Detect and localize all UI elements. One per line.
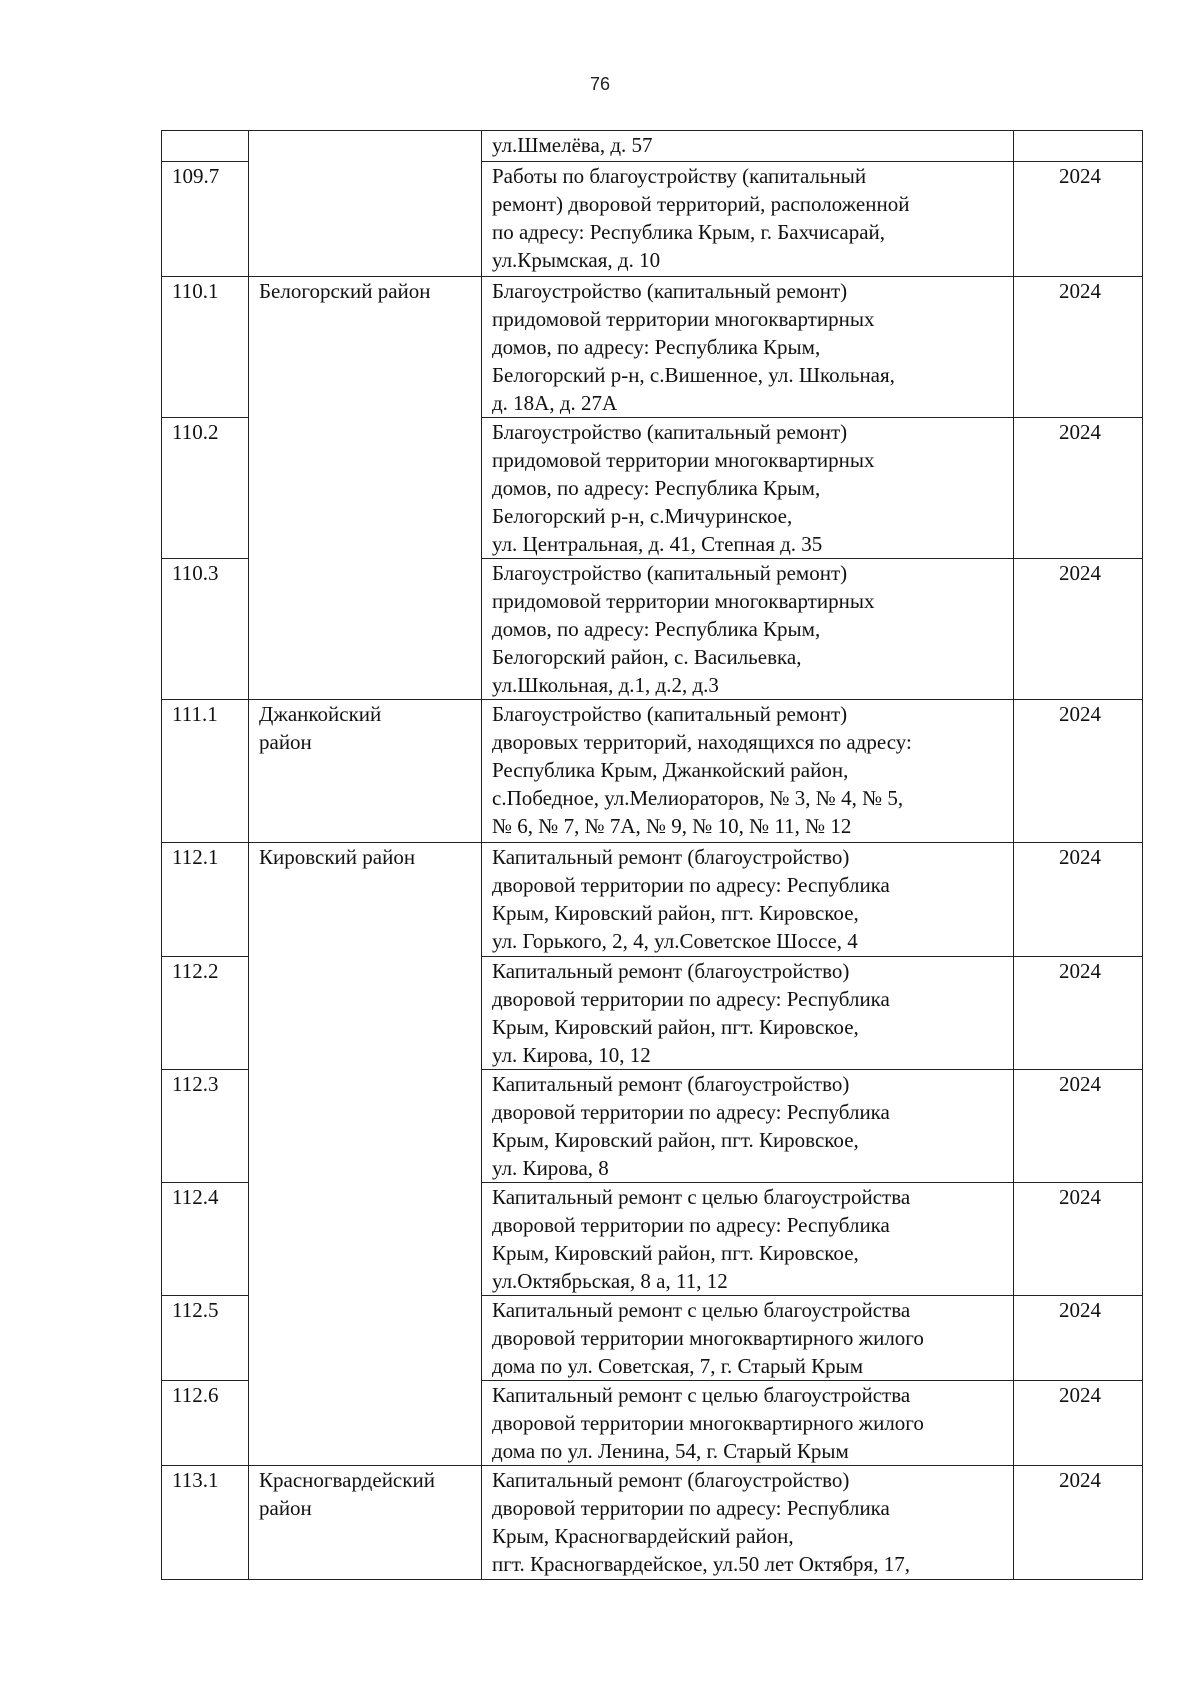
row-number-cell: 112.1 <box>162 843 249 957</box>
work-description-cell: Капитальный ремонт с целью благоустройства дворовой территории многоквартирного жилого дома по ул. Советская, 7, г. Старый Крым <box>482 1296 1014 1381</box>
table-row <box>162 131 1143 162</box>
table-row <box>162 277 1143 418</box>
page-number: 76 <box>589 74 611 94</box>
year-cell: 2024 <box>1014 1466 1143 1580</box>
district-cell: Красногвардейский район <box>249 1466 482 1580</box>
district-cell: Джанкойский район <box>249 700 482 843</box>
year-cell <box>1014 131 1143 162</box>
row-number-cell <box>162 131 249 162</box>
work-description-cell: Благоустройство (капитальный ремонт) дворовых территорий, находящихся по адресу: Республика Крым, Джанкойский район, с.Победное, ул.Мелиораторов, № 3, № 4, № 5, № 6, № 7, № 7А, № 9, № 10, № 11, № 12 <box>482 700 1014 843</box>
work-description-cell: Капитальный ремонт с целью благоустройства дворовой территории многоквартирного жилого дома по ул. Ленина, 54, г. Старый Крым <box>482 1381 1014 1466</box>
work-description-cell: Капитальный ремонт (благоустройство) дворовой территории по адресу: Республика Крым, Кировский район, пгт. Кировское, ул. Кирова, 10, 12 <box>482 957 1014 1070</box>
work-description-cell: Благоустройство (капитальный ремонт) придомовой территории многоквартирных домов, по адресу: Республика Крым, Белогорский район, с. Васильевка, ул.Школьная, д.1, д.2, д.3 <box>482 559 1014 700</box>
row-number-cell: 110.3 <box>162 559 249 700</box>
row-number-cell: 110.1 <box>162 277 249 418</box>
row-number-cell: 112.4 <box>162 1183 249 1296</box>
year-cell: 2024 <box>1014 843 1143 957</box>
year-cell: 2024 <box>1014 700 1143 843</box>
work-description-cell: Капитальный ремонт (благоустройство) дворовой территории по адресу: Республика Крым, Кировский район, пгт. Кировское, ул. Кирова, 8 <box>482 1070 1014 1183</box>
year-cell: 2024 <box>1014 1183 1143 1296</box>
row-number-cell: 113.1 <box>162 1466 249 1580</box>
work-description-cell: ул.Шмелёва, д. 57 <box>482 131 1014 162</box>
district-cell: Белогорский район <box>249 277 482 700</box>
table-row <box>162 700 1143 843</box>
row-number-cell: 112.6 <box>162 1381 249 1466</box>
work-description-cell: Капитальный ремонт (благоустройство) дворовой территории по адресу: Республика Крым, Кировский район, пгт. Кировское, ул. Горького, 2, 4, ул.Советское Шоссе, 4 <box>482 843 1014 957</box>
work-description-cell: Благоустройство (капитальный ремонт) придомовой территории многоквартирных домов, по адресу: Республика Крым, Белогорский р-н, с.Мичуринское, ул. Центральная, д. 41, Степная д. 35 <box>482 418 1014 559</box>
district-cell <box>249 131 482 277</box>
work-description-cell: Капитальный ремонт с целью благоустройства дворовой территории по адресу: Республика Крым, Кировский район, пгт. Кировское, ул.Октябрьская, 8 а, 11, 12 <box>482 1183 1014 1296</box>
row-number-cell: 112.3 <box>162 1070 249 1183</box>
year-cell: 2024 <box>1014 162 1143 277</box>
year-cell: 2024 <box>1014 559 1143 700</box>
works-table <box>161 130 1143 1580</box>
row-number-cell: 109.7 <box>162 162 249 277</box>
work-description-cell: Благоустройство (капитальный ремонт) придомовой территории многоквартирных домов, по адресу: Республика Крым, Белогорский р-н, с.Вишенное, ул. Школьная, д. 18А, д. 27А <box>482 277 1014 418</box>
row-number-cell: 111.1 <box>162 700 249 843</box>
year-cell: 2024 <box>1014 957 1143 1070</box>
year-cell: 2024 <box>1014 277 1143 418</box>
table-row <box>162 843 1143 957</box>
row-number-cell: 112.5 <box>162 1296 249 1381</box>
year-cell: 2024 <box>1014 1070 1143 1183</box>
work-description-cell: Работы по благоустройству (капитальный ремонт) дворовой территорий, расположенной по адресу: Республика Крым, г. Бахчисарай, ул.Крымская, д. 10 <box>482 162 1014 277</box>
work-description-cell: Капитальный ремонт (благоустройство) дворовой территории по адресу: Республика Крым, Красногвардейский район, пгт. Красногвардейское, ул.50 лет Октября, 17, <box>482 1466 1014 1580</box>
table-row <box>162 1466 1143 1580</box>
row-number-cell: 112.2 <box>162 957 249 1070</box>
district-cell: Кировский район <box>249 843 482 1466</box>
year-cell: 2024 <box>1014 418 1143 559</box>
row-number-cell: 110.2 <box>162 418 249 559</box>
year-cell: 2024 <box>1014 1381 1143 1466</box>
year-cell: 2024 <box>1014 1296 1143 1381</box>
